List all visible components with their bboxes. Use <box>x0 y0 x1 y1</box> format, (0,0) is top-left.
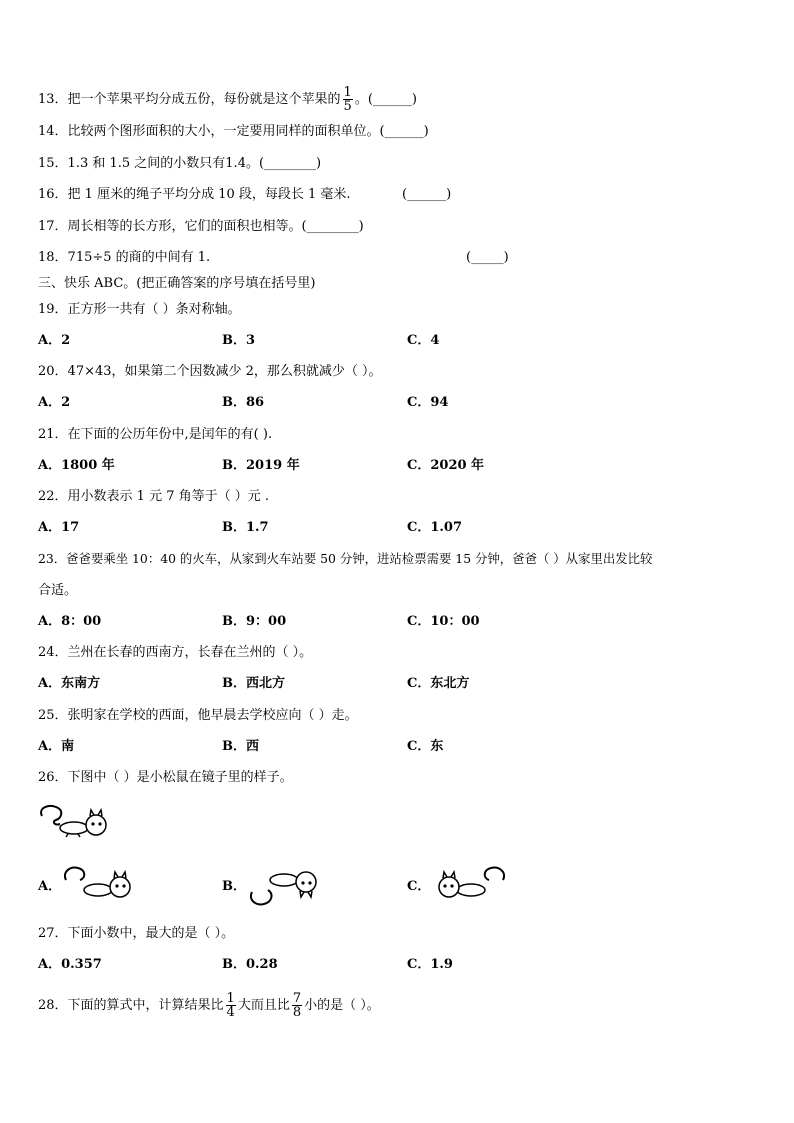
question-16-blank: (______) <box>402 187 452 202</box>
section-3-heading: 三、快乐 ABC。(把正确答案的序号填在括号里) <box>38 276 316 291</box>
question-19: 19．正方形一共有（ ）条对称轴。 <box>38 302 241 317</box>
q20-option-c: C．94 <box>407 395 449 410</box>
question-22: 22．用小数表示 1 元 7 角等于（ ）元 . <box>38 489 270 504</box>
q26-option-a: A． <box>38 879 62 894</box>
fraction-one-fifth: $\frac{1}{5}$ <box>343 85 352 114</box>
q22-option-b: B．1.7 <box>222 520 269 535</box>
q24-option-b: B．西北方 <box>222 676 285 691</box>
q25-option-a: A．南 <box>38 739 75 754</box>
q20-option-a: A．2 <box>38 395 71 410</box>
q23-option-b: B．9：00 <box>222 614 287 629</box>
question-23-cont: 合适。 <box>38 583 78 598</box>
question-18-blank: (_____) <box>466 250 509 265</box>
q27-option-b: B．0.28 <box>222 957 278 972</box>
q21-option-c: C．2020 年 <box>407 458 485 473</box>
q23-option-a: A．8：00 <box>38 614 102 629</box>
q22-option-a: A．17 <box>38 520 80 535</box>
q26-option-b: B． <box>222 879 246 894</box>
question-17: 17．周长相等的长方形，它们的面积也相等。(________) <box>38 219 364 234</box>
question-14: 14．比较两个图形面积的大小，一定要用同样的面积单位。(______) <box>38 124 429 139</box>
squirrel-option-b-icon <box>248 866 323 906</box>
question-24: 24．兰州在长春的西南方，长春在兰州的（ ）。 <box>38 645 313 660</box>
q21-option-a: A．1800 年 <box>38 458 115 473</box>
q20-option-b: B．86 <box>222 395 265 410</box>
q19-option-c: C．4 <box>407 333 440 348</box>
squirrel-option-c-icon <box>432 866 507 902</box>
fraction-one-quarter: $\frac{1}{4}$ <box>226 991 235 1020</box>
question-26: 26．下图中（ ）是小松鼠在镜子里的样子。 <box>38 770 293 785</box>
q24-option-c: C．东北方 <box>407 676 470 691</box>
question-15: 15．1.3 和 1.5 之间的小数只有1.4。(________) <box>38 156 322 171</box>
q23-option-c: C．10：00 <box>407 614 480 629</box>
q22-option-c: C．1.07 <box>407 520 463 535</box>
q26-option-c: C． <box>407 879 431 894</box>
question-28: 28．下面的算式中，计算结果比 $\frac{1}{4}$ 大而且比 $\frac{7}{8}$ 小的是（ ）。 <box>38 991 380 1020</box>
q27-option-c: C．1.9 <box>407 957 453 972</box>
question-27: 27．下面小数中，最大的是（ ）。 <box>38 926 235 941</box>
question-23: 23．爸爸要乘坐 10：40 的火车，从家到火车站要 50 分钟，进站检票需要 15 分钟，爸爸（ ）从家里出发比较 <box>38 551 653 566</box>
q19-option-a: A．2 <box>38 333 71 348</box>
q25-option-b: B．西 <box>222 739 259 754</box>
squirrel-option-a-icon <box>62 866 137 902</box>
q25-option-c: C．东 <box>407 739 444 754</box>
question-18: 18．715÷5 的商的中间有 1. <box>38 250 211 265</box>
fraction-seven-eighths: $\frac{7}{8}$ <box>292 991 302 1020</box>
q24-option-a: A．东南方 <box>38 676 101 691</box>
q27-option-a: A．0.357 <box>38 957 102 972</box>
question-20: 20．47×43，如果第二个因数减少 2，那么积就减少（ ）。 <box>38 364 382 379</box>
q21-option-b: B．2019 年 <box>222 458 300 473</box>
question-25: 25．张明家在学校的西面，他早晨去学校应向（ ）走。 <box>38 708 358 723</box>
question-13: 13．把一个苹果平均分成五份，每份就是这个苹果的 $\frac{1}{5}$ 。(______) <box>38 85 417 114</box>
question-16: 16．把 1 厘米的绳子平均分成 10 段，每段长 1 毫米. <box>38 187 351 202</box>
squirrel-original-icon <box>38 804 113 840</box>
question-21: 21．在下面的公历年份中,是闰年的有( ). <box>38 427 273 442</box>
q19-option-b: B．3 <box>222 333 256 348</box>
